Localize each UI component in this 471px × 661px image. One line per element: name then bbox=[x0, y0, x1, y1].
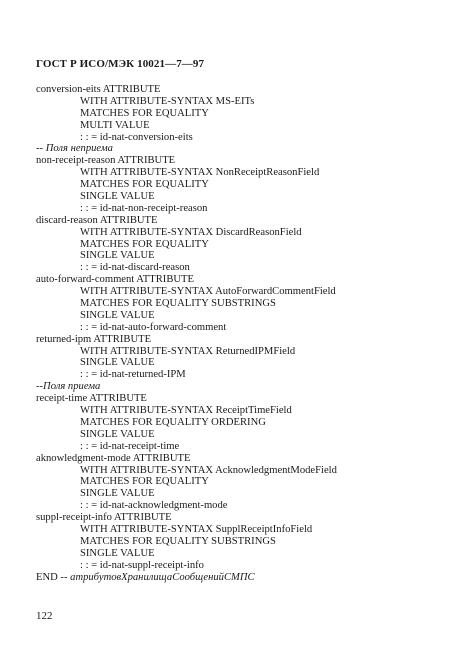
attribute-clause-line: WITH ATTRIBUTE-SYNTAX DiscardReasonField bbox=[80, 226, 302, 238]
attribute-clause-line: SINGLE VALUE bbox=[80, 357, 155, 369]
end-keyword: END -- bbox=[36, 571, 68, 583]
attribute-clause-line: SINGLE VALUE bbox=[80, 547, 155, 559]
attribute-clause-line: : : = id-nat-conversion-eits bbox=[80, 131, 193, 143]
attribute-clause-line: SINGLE VALUE bbox=[80, 488, 155, 500]
attribute-clause-line: MATCHES FOR EQUALITY ORDERING bbox=[80, 416, 266, 428]
attribute-clause-line: : : = id-nat-acknowledgment-mode bbox=[80, 500, 228, 512]
attribute-clause-line: : : = id-nat-returned-IPM bbox=[80, 369, 186, 381]
attribute-clause-line: SINGLE VALUE bbox=[80, 250, 155, 262]
attribute-clause-line: : : = id-nat-receipt-time bbox=[80, 440, 180, 452]
attribute-clause-line: SINGLE VALUE bbox=[80, 428, 155, 440]
comment-line: -- Поля неприема bbox=[36, 143, 113, 155]
attribute-clause-line: MATCHES FOR EQUALITY bbox=[80, 179, 209, 191]
attribute-clause-line: MATCHES FOR EQUALITY bbox=[80, 107, 209, 119]
attribute-clause-line: WITH ATTRIBUTE-SYNTAX AutoForwardCommentField bbox=[80, 286, 336, 298]
asn1-code-block bbox=[36, 84, 456, 583]
attribute-clause-line: MULTI VALUE bbox=[80, 119, 150, 131]
attribute-clause-line: MATCHES FOR EQUALITY bbox=[80, 238, 209, 250]
attribute-clause-line: SINGLE VALUE bbox=[80, 309, 155, 321]
comment-line: --Поля приема bbox=[36, 381, 101, 393]
attribute-definition-line: suppl-receipt-info ATTRIBUTE bbox=[36, 512, 172, 524]
attribute-clause-line: WITH ATTRIBUTE-SYNTAX ReturnedIPMField bbox=[80, 345, 296, 357]
attribute-definition-line: aknowledgment-mode ATTRIBUTE bbox=[36, 452, 191, 464]
attribute-clause-line: WITH ATTRIBUTE-SYNTAX NonReceiptReasonField bbox=[80, 167, 320, 179]
attribute-clause-line: : : = id-nat-non-receipt-reason bbox=[80, 202, 208, 214]
attribute-clause-line: SINGLE VALUE bbox=[80, 191, 155, 203]
page-number: 122 bbox=[36, 610, 53, 622]
end-line bbox=[36, 572, 456, 584]
attribute-clause-line: WITH ATTRIBUTE-SYNTAX AcknowledgmentModeField bbox=[80, 464, 337, 476]
attribute-definition-line: receipt-time ATTRIBUTE bbox=[36, 393, 147, 405]
end-comment: атрибутовХранилищаСообщенийСМПС bbox=[70, 571, 255, 583]
attribute-definition-line: conversion-eits ATTRIBUTE bbox=[36, 84, 161, 95]
attribute-clause-line: : : = id-nat-auto-forward-comment bbox=[80, 321, 227, 333]
attribute-clause-line: WITH ATTRIBUTE-SYNTAX MS-EITs bbox=[80, 95, 255, 107]
attribute-clause-line: : : = id-nat-discard-reason bbox=[80, 262, 190, 274]
page-header-title: ГОСТ Р ИСО/МЭК 10021—7—97 bbox=[36, 58, 205, 70]
attribute-definition-line: non-receipt-reason ATTRIBUTE bbox=[36, 155, 176, 167]
attribute-clause-line: MATCHES FOR EQUALITY SUBSTRINGS bbox=[80, 535, 276, 547]
attribute-clause-line: WITH ATTRIBUTE-SYNTAX SupplReceiptInfoField bbox=[80, 523, 313, 535]
attribute-clause-line: MATCHES FOR EQUALITY SUBSTRINGS bbox=[80, 298, 276, 310]
attribute-clause-line: WITH ATTRIBUTE-SYNTAX ReceiptTimeField bbox=[80, 405, 292, 417]
attribute-clause-line: MATCHES FOR EQUALITY bbox=[80, 476, 209, 488]
attribute-definition-line: auto-forward-comment ATTRIBUTE bbox=[36, 274, 194, 286]
attribute-definition-line: returned-ipm ATTRIBUTE bbox=[36, 333, 152, 345]
attribute-definition-line: discard-reason ATTRIBUTE bbox=[36, 214, 158, 226]
attribute-clause-line: : : = id-nat-suppl-receipt-info bbox=[80, 559, 204, 571]
